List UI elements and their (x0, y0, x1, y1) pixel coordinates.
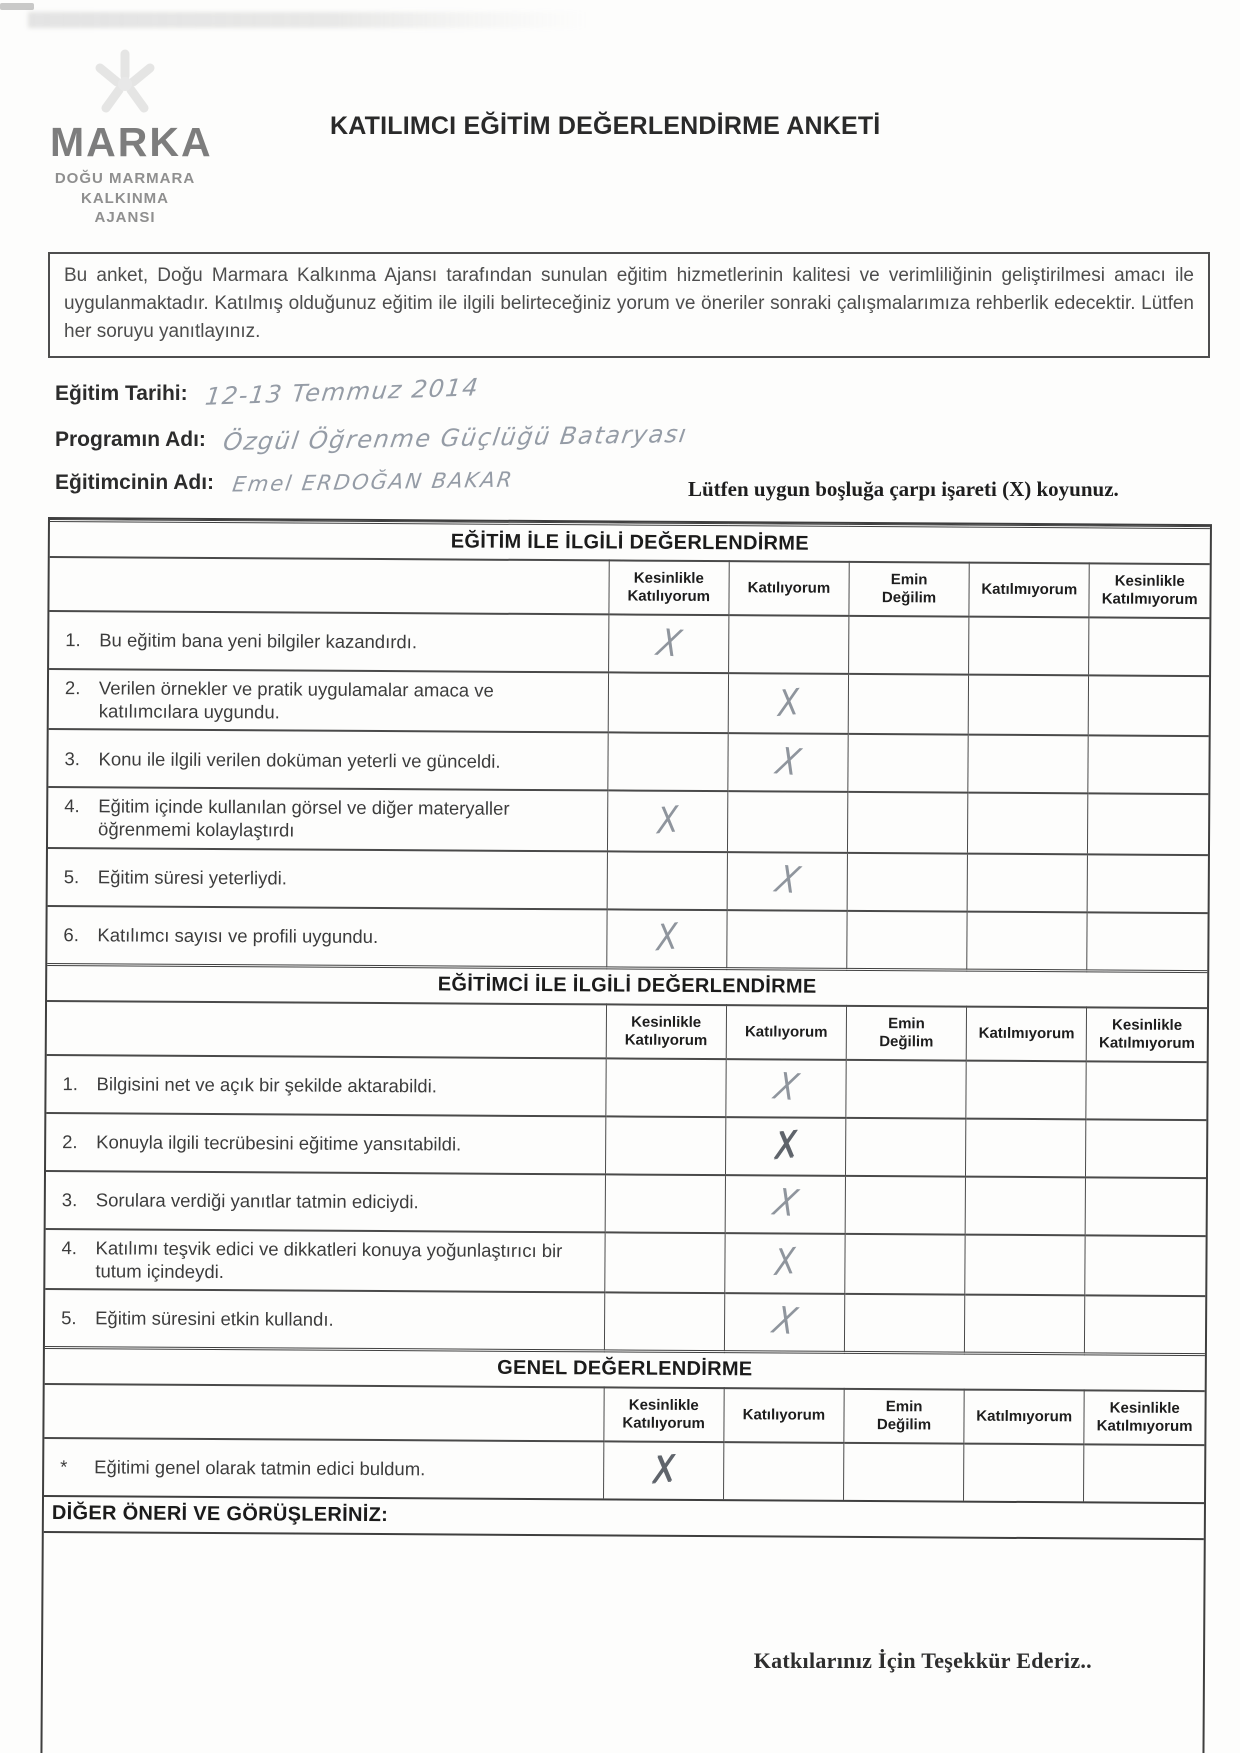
question-number: 5. (63, 866, 80, 888)
x-mark: X (656, 798, 679, 843)
question-cell (48, 787, 607, 851)
rating-cell (605, 1116, 726, 1175)
comments-section-label: DİĞER ÖNERİ VE GÖRÜŞLERİNİZ: (44, 1495, 1204, 1540)
x-mark: X (774, 1240, 796, 1285)
survey-sheet (40, 517, 1212, 1753)
rating-cell (725, 1117, 846, 1176)
rating-cell (604, 1292, 725, 1351)
rating-column-header: Kesinlikle Katılıyorum (606, 1004, 726, 1059)
rating-cell (1088, 794, 1209, 855)
question-number: 1. (62, 1073, 79, 1095)
rating-cell (848, 734, 969, 793)
survey-question-row (46, 1055, 1206, 1120)
rating-column-header: Emin Değilim (844, 1389, 964, 1444)
rating-column-header: Kesinlikle Katılıyorum (609, 560, 729, 615)
trainer-name-value: Emel ERDOĞAN BAKAR (230, 467, 515, 497)
rating-cell (848, 674, 969, 735)
rating-cell (1086, 1119, 1207, 1178)
rating-cell (969, 617, 1090, 676)
rating-cell (728, 733, 849, 792)
rating-cell (1087, 912, 1208, 971)
question-cell (47, 906, 606, 968)
question-cell (45, 1228, 604, 1292)
rating-column-header: Kesinlikle Katılıyorum (603, 1387, 723, 1442)
rating-cell (1084, 1444, 1205, 1502)
question-text: Katılımcı sayısı ve profili uygundu. (97, 924, 379, 947)
survey-table (44, 519, 1210, 1502)
rating-cell (843, 1443, 964, 1501)
rating-column-header: Kesinlikle Katılmıyorum (1089, 563, 1210, 618)
field-trainer-name (55, 467, 515, 497)
scan-artifact-corner (0, 3, 34, 10)
rating-cell (725, 1175, 846, 1234)
rating-cell (965, 1234, 1086, 1295)
x-mark: X (768, 1299, 801, 1344)
rating-cell (724, 1293, 845, 1352)
question-cell (46, 1113, 605, 1174)
intro-text: Bu anket, Doğu Marmara Kalkınma Ajansı tarafından sunulan eğitim hizmetlerinin kalitesi ve verimliliğinin geliştirilmesi amacı ile uygulanmaktadır. Katılmış olduğunuz eğitim ile ilgili belirteceğiniz yorum ve öneriler sonraki çalışmalarımıza rehberlik edecektir. Lütfen her soruyu yanıtlayınız. (64, 265, 1194, 342)
rating-cell (965, 1294, 1086, 1353)
rating-cell (605, 1058, 726, 1117)
question-text: Eğitim süresini etkin kullandı. (95, 1307, 334, 1330)
program-name-label: Programın Adı: (55, 428, 206, 451)
column-header-row (47, 1001, 1207, 1062)
question-number: 4. (61, 1236, 78, 1258)
rating-cell (847, 852, 968, 911)
survey-question-row (45, 1289, 1205, 1355)
rating-cell (1085, 1235, 1206, 1296)
trainer-name-label: Eğitimcinin Adı: (55, 471, 215, 494)
rating-column-header: Emin Değilim (846, 1005, 966, 1060)
rating-cell (726, 1059, 847, 1118)
question-cell (48, 729, 607, 790)
rating-cell (723, 1442, 844, 1500)
question-number: 4. (64, 795, 80, 817)
rating-cell (849, 616, 970, 675)
survey-question-row (48, 729, 1208, 794)
question-number: 6. (63, 924, 79, 946)
rating-cell (845, 1233, 966, 1294)
question-text: Eğitim içinde kullanılan görsel ve diğer materyaller öğrenmemi kolaylaştırdı (98, 795, 510, 841)
column-header-row (49, 557, 1209, 618)
marka-logo (50, 46, 213, 228)
rating-cell (606, 909, 727, 968)
rating-cell (605, 1174, 726, 1233)
x-mark: X (774, 1123, 797, 1168)
thanks-note: Katkılarınız İçin Teşekkür Ederiz.. (753, 1648, 1092, 1673)
page-title: KATILIMCI EĞİTİM DEĞERLENDİRME ANKETİ (330, 112, 881, 140)
question-cell (46, 1055, 605, 1116)
question-text: Bilgisini net ve açık bir şekilde aktarabildi. (96, 1073, 437, 1097)
question-cell (46, 1171, 605, 1232)
rating-cell (607, 791, 728, 852)
question-text: Eğitimi genel olarak tatmin edici buldum. (94, 1456, 426, 1480)
rating-cell (1089, 617, 1210, 676)
survey-question-row (46, 1113, 1206, 1178)
survey-question-row (49, 669, 1209, 736)
section-title: EĞİTİMCİ İLE İLGİLİ DEĞERLENDİRME (47, 964, 1207, 1008)
x-mark: X (771, 858, 804, 903)
column-header-spacer (47, 1001, 606, 1058)
rating-column-header: Katılıyorum (726, 1005, 846, 1060)
rating-cell (967, 911, 1088, 970)
question-text: Sorulara verdiği yanıtlar tatmin ediciydi. (95, 1189, 419, 1213)
x-mark: X (769, 1181, 802, 1226)
survey-question-row (46, 1171, 1206, 1236)
rating-cell (845, 1117, 966, 1176)
rating-cell (604, 1232, 725, 1293)
rating-cell (1085, 1295, 1206, 1354)
rating-cell (967, 853, 1088, 912)
question-number: 2. (62, 1131, 78, 1153)
x-mark: X (652, 621, 685, 666)
intro-box (48, 252, 1210, 358)
logo-subtitle-line1: DOĞU MARMARA (54, 170, 196, 187)
question-text: Katılımı teşvik edici ve dikkatleri konuya yoğunlaştırıcı bir tutum içindeydi. (95, 1236, 563, 1282)
question-number: 3. (61, 1189, 78, 1211)
question-text: Konu ile ilgili verilen doküman yeterli ve günceldi. (98, 748, 501, 772)
rating-cell (728, 615, 849, 674)
field-program-name (55, 419, 690, 457)
rating-cell (845, 1175, 966, 1234)
question-text: Eğitim süresi yeterliydi. (97, 866, 288, 889)
question-cell (49, 611, 608, 672)
rating-cell (727, 791, 848, 852)
rating-cell (968, 793, 1089, 854)
rating-cell (728, 673, 849, 734)
x-mark: X (777, 681, 799, 725)
column-header-spacer (44, 1384, 603, 1441)
question-cell (49, 669, 608, 733)
rating-cell (844, 1294, 965, 1353)
program-name-value: Özgül Öğrenme Güçlüğü Bataryası (221, 419, 690, 457)
question-number: * (60, 1456, 68, 1478)
rating-cell (1087, 854, 1208, 913)
logo-subtitle-line2: KALKINMA AJANSI (81, 189, 169, 226)
rating-cell (1088, 736, 1209, 795)
x-mark: X (655, 915, 678, 960)
training-date-label: Eğitim Tarihi: (55, 382, 188, 405)
question-text: Bu eğitim bana yeni bilgiler kazandırdı. (99, 629, 418, 653)
rating-cell (968, 735, 1089, 794)
field-training-date (55, 373, 482, 411)
survey-question-row (44, 1438, 1204, 1502)
rating-cell (727, 910, 848, 969)
rating-cell (968, 675, 1089, 736)
rating-cell (847, 910, 968, 969)
rating-cell (608, 672, 729, 733)
rating-cell (607, 851, 728, 910)
rating-column-header: Katılıyorum (729, 561, 849, 616)
rating-column-header: Katılmıyorum (966, 1006, 1086, 1061)
survey-table-body (44, 521, 1210, 1502)
rating-cell (966, 1118, 1087, 1177)
rating-cell (725, 1233, 846, 1294)
rating-column-header: Katılmıyorum (964, 1389, 1084, 1444)
rating-cell (1086, 1061, 1207, 1120)
rating-cell (965, 1176, 1086, 1235)
question-cell (45, 1289, 604, 1351)
rating-column-header: Emin Değilim (849, 562, 969, 617)
logo-brand-text: MARKA (50, 119, 213, 165)
rating-cell (846, 1059, 967, 1118)
rating-cell (1088, 675, 1209, 736)
question-text: Konuyla ilgili tecrübesini eğitime yansıtabildi. (96, 1131, 462, 1155)
rating-column-header: Kesinlikle Katılmıyorum (1084, 1390, 1205, 1445)
section-title: EĞİTİM İLE İLGİLİ DEĞERLENDİRME (50, 521, 1210, 565)
rating-cell (608, 614, 729, 673)
mark-instruction: Lütfen uygun boşluğa çarpı işareti (X) koyunuz. (688, 477, 1119, 501)
rating-cell (847, 792, 968, 853)
rating-cell (964, 1443, 1085, 1501)
question-cell (48, 848, 607, 909)
training-date-value: 12-13 Temmuz 2014 (203, 373, 482, 411)
section-title: GENEL DEĞERLENDİRME (45, 1347, 1205, 1391)
rating-cell (1085, 1177, 1206, 1236)
survey-question-row (49, 611, 1209, 676)
star-icon (86, 46, 164, 120)
survey-question-row (48, 787, 1208, 854)
question-number: 1. (65, 629, 81, 651)
survey-question-row (48, 848, 1208, 913)
column-header-spacer (49, 557, 608, 614)
question-number: 5. (61, 1307, 77, 1329)
question-number: 3. (64, 747, 81, 769)
survey-question-row (45, 1228, 1205, 1295)
rating-cell (607, 733, 728, 792)
column-header-row (44, 1384, 1204, 1445)
rating-cell (966, 1060, 1087, 1119)
comments-box-empty (42, 1533, 1203, 1753)
rating-cell (603, 1441, 724, 1499)
question-text: Verilen örnekler ve pratik uygulamalar amaca ve katılımcılara uygundu. (98, 677, 494, 723)
x-mark: X (652, 1448, 675, 1492)
rating-column-header: Katılmıyorum (969, 563, 1089, 618)
question-cell (44, 1438, 603, 1498)
survey-question-row (47, 906, 1207, 972)
x-mark: X (770, 1065, 803, 1110)
scan-artifact-smudge (28, 12, 588, 28)
rating-column-header: Katılıyorum (724, 1388, 844, 1443)
question-number: 2. (64, 677, 81, 699)
rating-column-header: Kesinlikle Katılmıyorum (1086, 1007, 1207, 1062)
rating-cell (727, 852, 848, 911)
x-mark: X (771, 740, 805, 785)
